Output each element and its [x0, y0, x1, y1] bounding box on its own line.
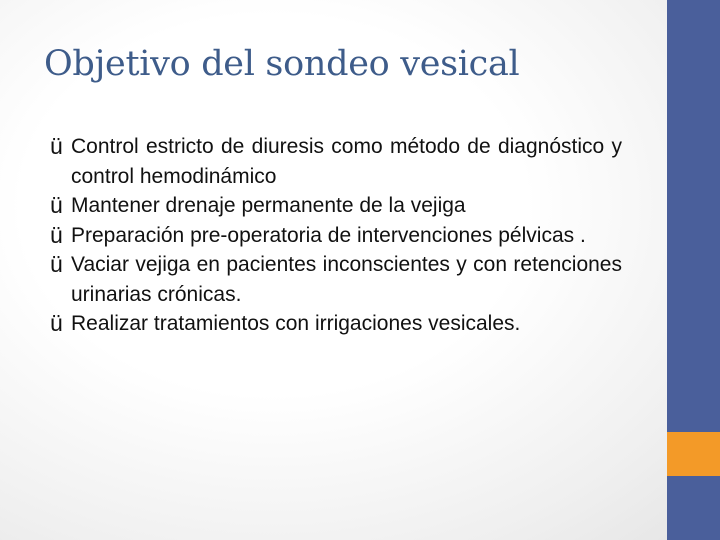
list-item — [52, 250, 622, 309]
sidebar-decoration — [667, 0, 720, 432]
bullet-text: Realizar tratamientos con irrigaciones vesicales. — [71, 312, 521, 335]
check-icon: ü — [50, 221, 63, 248]
check-icon: ü — [50, 192, 63, 218]
bullet-text: Control estricto de diuresis como método de diagnóstico y control hemodinámico — [71, 135, 622, 188]
list-item — [52, 132, 622, 191]
list-item — [52, 309, 622, 339]
list-item — [52, 191, 622, 221]
bullet-text: Mantener drenaje permanente de la vejiga — [71, 194, 466, 217]
list-item — [52, 221, 622, 251]
check-icon: ü — [50, 310, 63, 336]
check-icon: ü — [50, 133, 63, 159]
sidebar-accent-block — [667, 432, 720, 476]
sidebar-decoration-bottom — [667, 476, 720, 540]
check-icon: ü — [50, 251, 63, 277]
bullet-text: Vaciar vejiga en pacientes inconscientes y con retenciones urinarias crónicas. — [71, 253, 622, 306]
slide-title: Objetivo del sondeo vesical — [44, 44, 520, 84]
bullet-list — [52, 132, 622, 339]
bullet-text: Preparación pre-operatoria de intervenciones pélvicas . — [71, 223, 586, 247]
